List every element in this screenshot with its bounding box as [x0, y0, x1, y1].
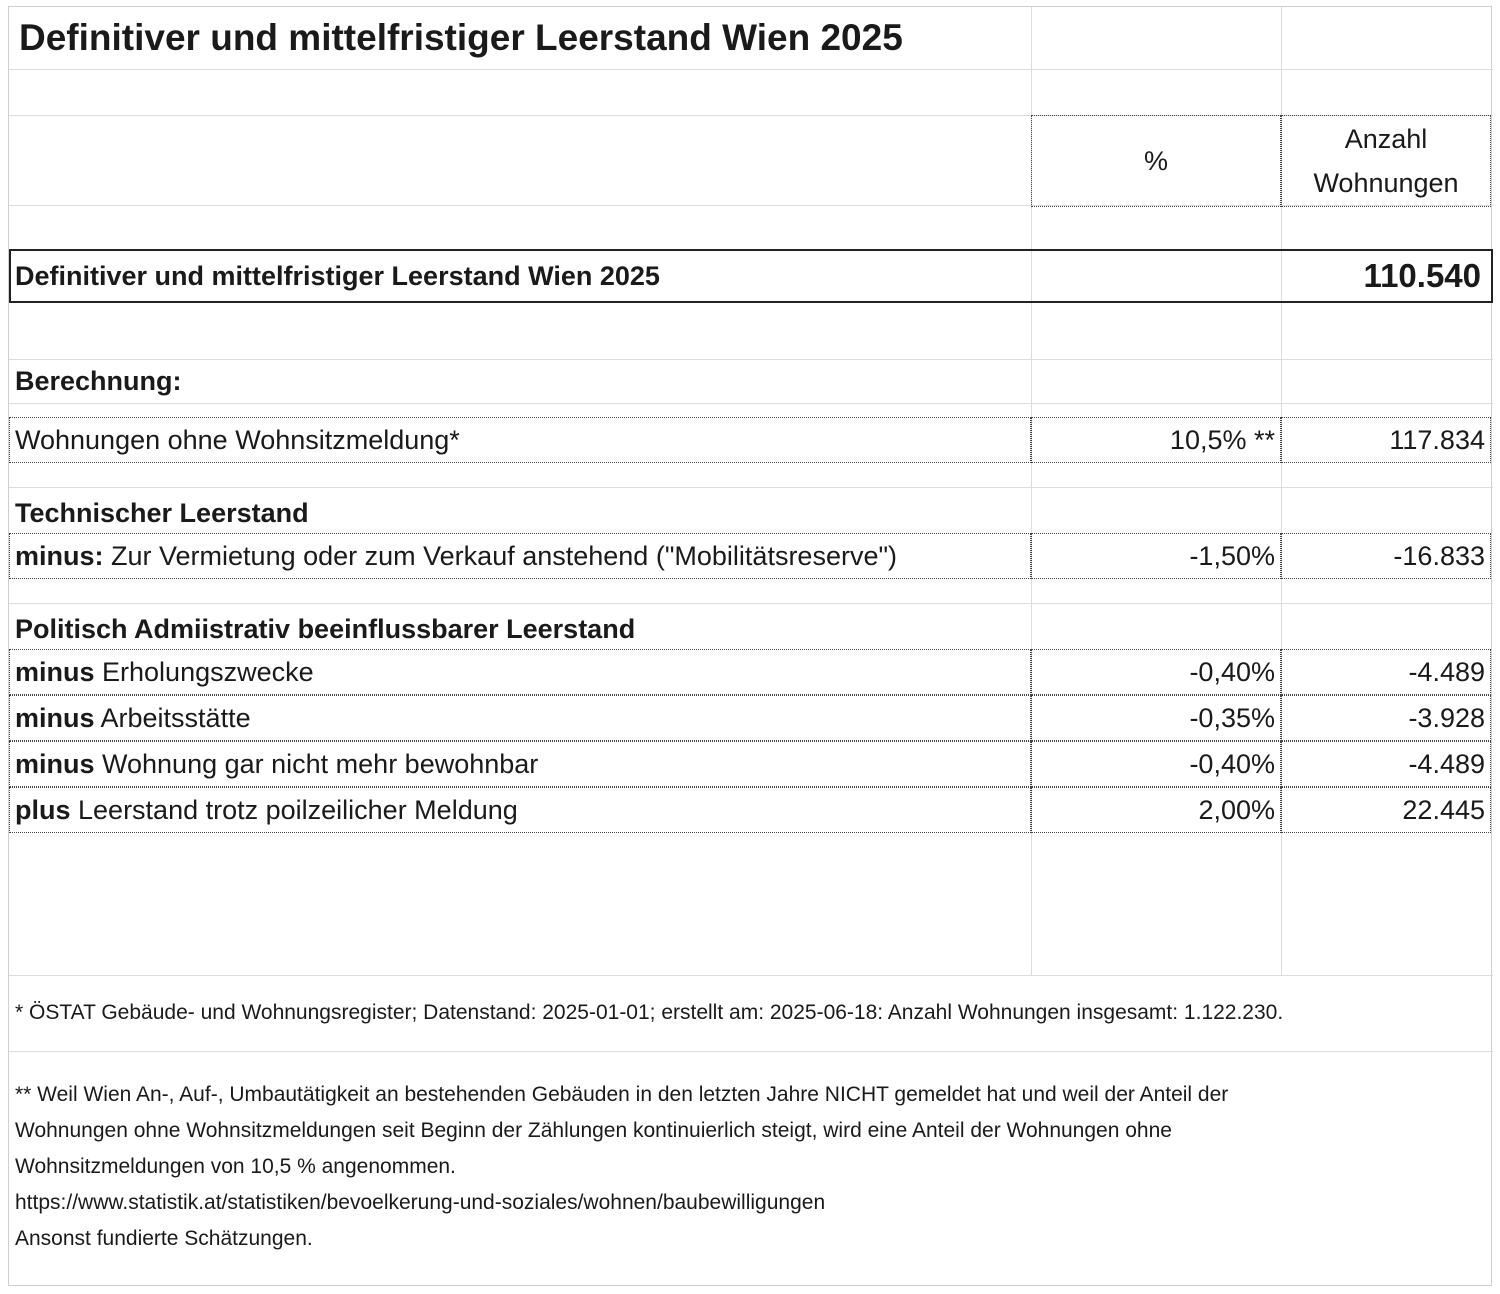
footnote-line: ** Weil Wien An-, Auf-, Umbautätigkeit an bestehenden Gebäuden in den letzten Jahre NICHT gemeldet hat und weil der Anteil der [15, 1083, 1229, 1106]
footnote-source: * ÖSTAT Gebäude- und Wohnungsregister; Datenstand: 2025-01-01; erstellt am: 2025-06-18: Anzahl Wohnungen insgesamt: 1.122.230. [15, 1001, 1284, 1024]
row-prefix: minus [15, 702, 95, 733]
grid-line [9, 1051, 1493, 1052]
table-row-label [9, 695, 1031, 741]
footnote-line: Wohnungen ohne Wohnsitzmeldungen seit Beginn der Zählungen kontinuierlich steigt, wird eine Anteil der Wohnungen ohne [15, 1119, 1172, 1142]
row-percent: -1,50% [1189, 540, 1275, 571]
row-label: Leerstand trotz poilzeilicher Meldung [70, 794, 518, 825]
table-row-label [9, 417, 1031, 463]
footnote-url: https://www.statistik.at/statistiken/bevoelkerung-und-soziales/wohnen/baubewilligungen [15, 1191, 826, 1214]
column-header-count [1281, 115, 1491, 207]
total-label: Definitiver und mittelfristiger Leerstand Wien 2025 [15, 260, 660, 291]
column-header-percent: % [1143, 145, 1168, 176]
spreadsheet [8, 6, 1492, 1286]
grid-line [9, 975, 1493, 976]
row-prefix: minus [15, 656, 95, 687]
row-label: Wohnung gar nicht mehr bewohnbar [94, 748, 539, 779]
row-percent: -0,40% [1189, 656, 1275, 687]
row-prefix: minus: [15, 540, 104, 571]
table-row-label [9, 741, 1031, 787]
section-politisch: Politisch Admiistrativ beeinflussbarer Leerstand [15, 613, 636, 644]
row-prefix: plus [15, 794, 71, 825]
row-label: Zur Vermietung oder zum Verkauf anstehend ("Mobilitätsreserve") [103, 540, 898, 571]
row-label: Wohnungen ohne Wohnsitzmeldung* [15, 424, 460, 455]
row-percent: -0,35% [1189, 702, 1275, 733]
section-berechnung: Berechnung: [15, 365, 182, 396]
footnote-line: Ansonst fundierte Schätzungen. [15, 1227, 313, 1250]
page-title: Definitiver und mittelfristiger Leerstand Wien 2025 [19, 17, 903, 58]
table-row-label [9, 649, 1031, 695]
row-label: Arbeitsstätte [94, 702, 251, 733]
column-header-count-line2: Wohnungen [1313, 168, 1459, 198]
row-percent: 2,00% [1198, 794, 1275, 825]
row-count: -4.489 [1408, 748, 1485, 779]
grid-line [9, 487, 1493, 488]
table-row-label [9, 533, 1031, 579]
row-prefix: minus [15, 748, 95, 779]
row-count: -16.833 [1393, 540, 1485, 571]
grid-line [9, 603, 1493, 604]
row-percent: 10,5% ** [1169, 424, 1275, 455]
row-count: -4.489 [1408, 656, 1485, 687]
table-row-label [9, 787, 1031, 833]
row-count: 117.834 [1389, 424, 1485, 455]
section-technisch: Technischer Leerstand [15, 497, 309, 528]
row-count: -3.928 [1408, 702, 1485, 733]
footnote-line: Wohnsitzmeldungen von 10,5 % angenommen. [15, 1155, 456, 1178]
total-value: 110.540 [1363, 257, 1481, 294]
row-label: Erholungszwecke [94, 656, 314, 687]
row-count: 22.445 [1402, 794, 1485, 825]
row-percent: -0,40% [1189, 748, 1275, 779]
column-header-count-line1: Anzahl [1344, 124, 1428, 154]
grid-line [9, 403, 1493, 404]
grid-line [9, 69, 1493, 70]
